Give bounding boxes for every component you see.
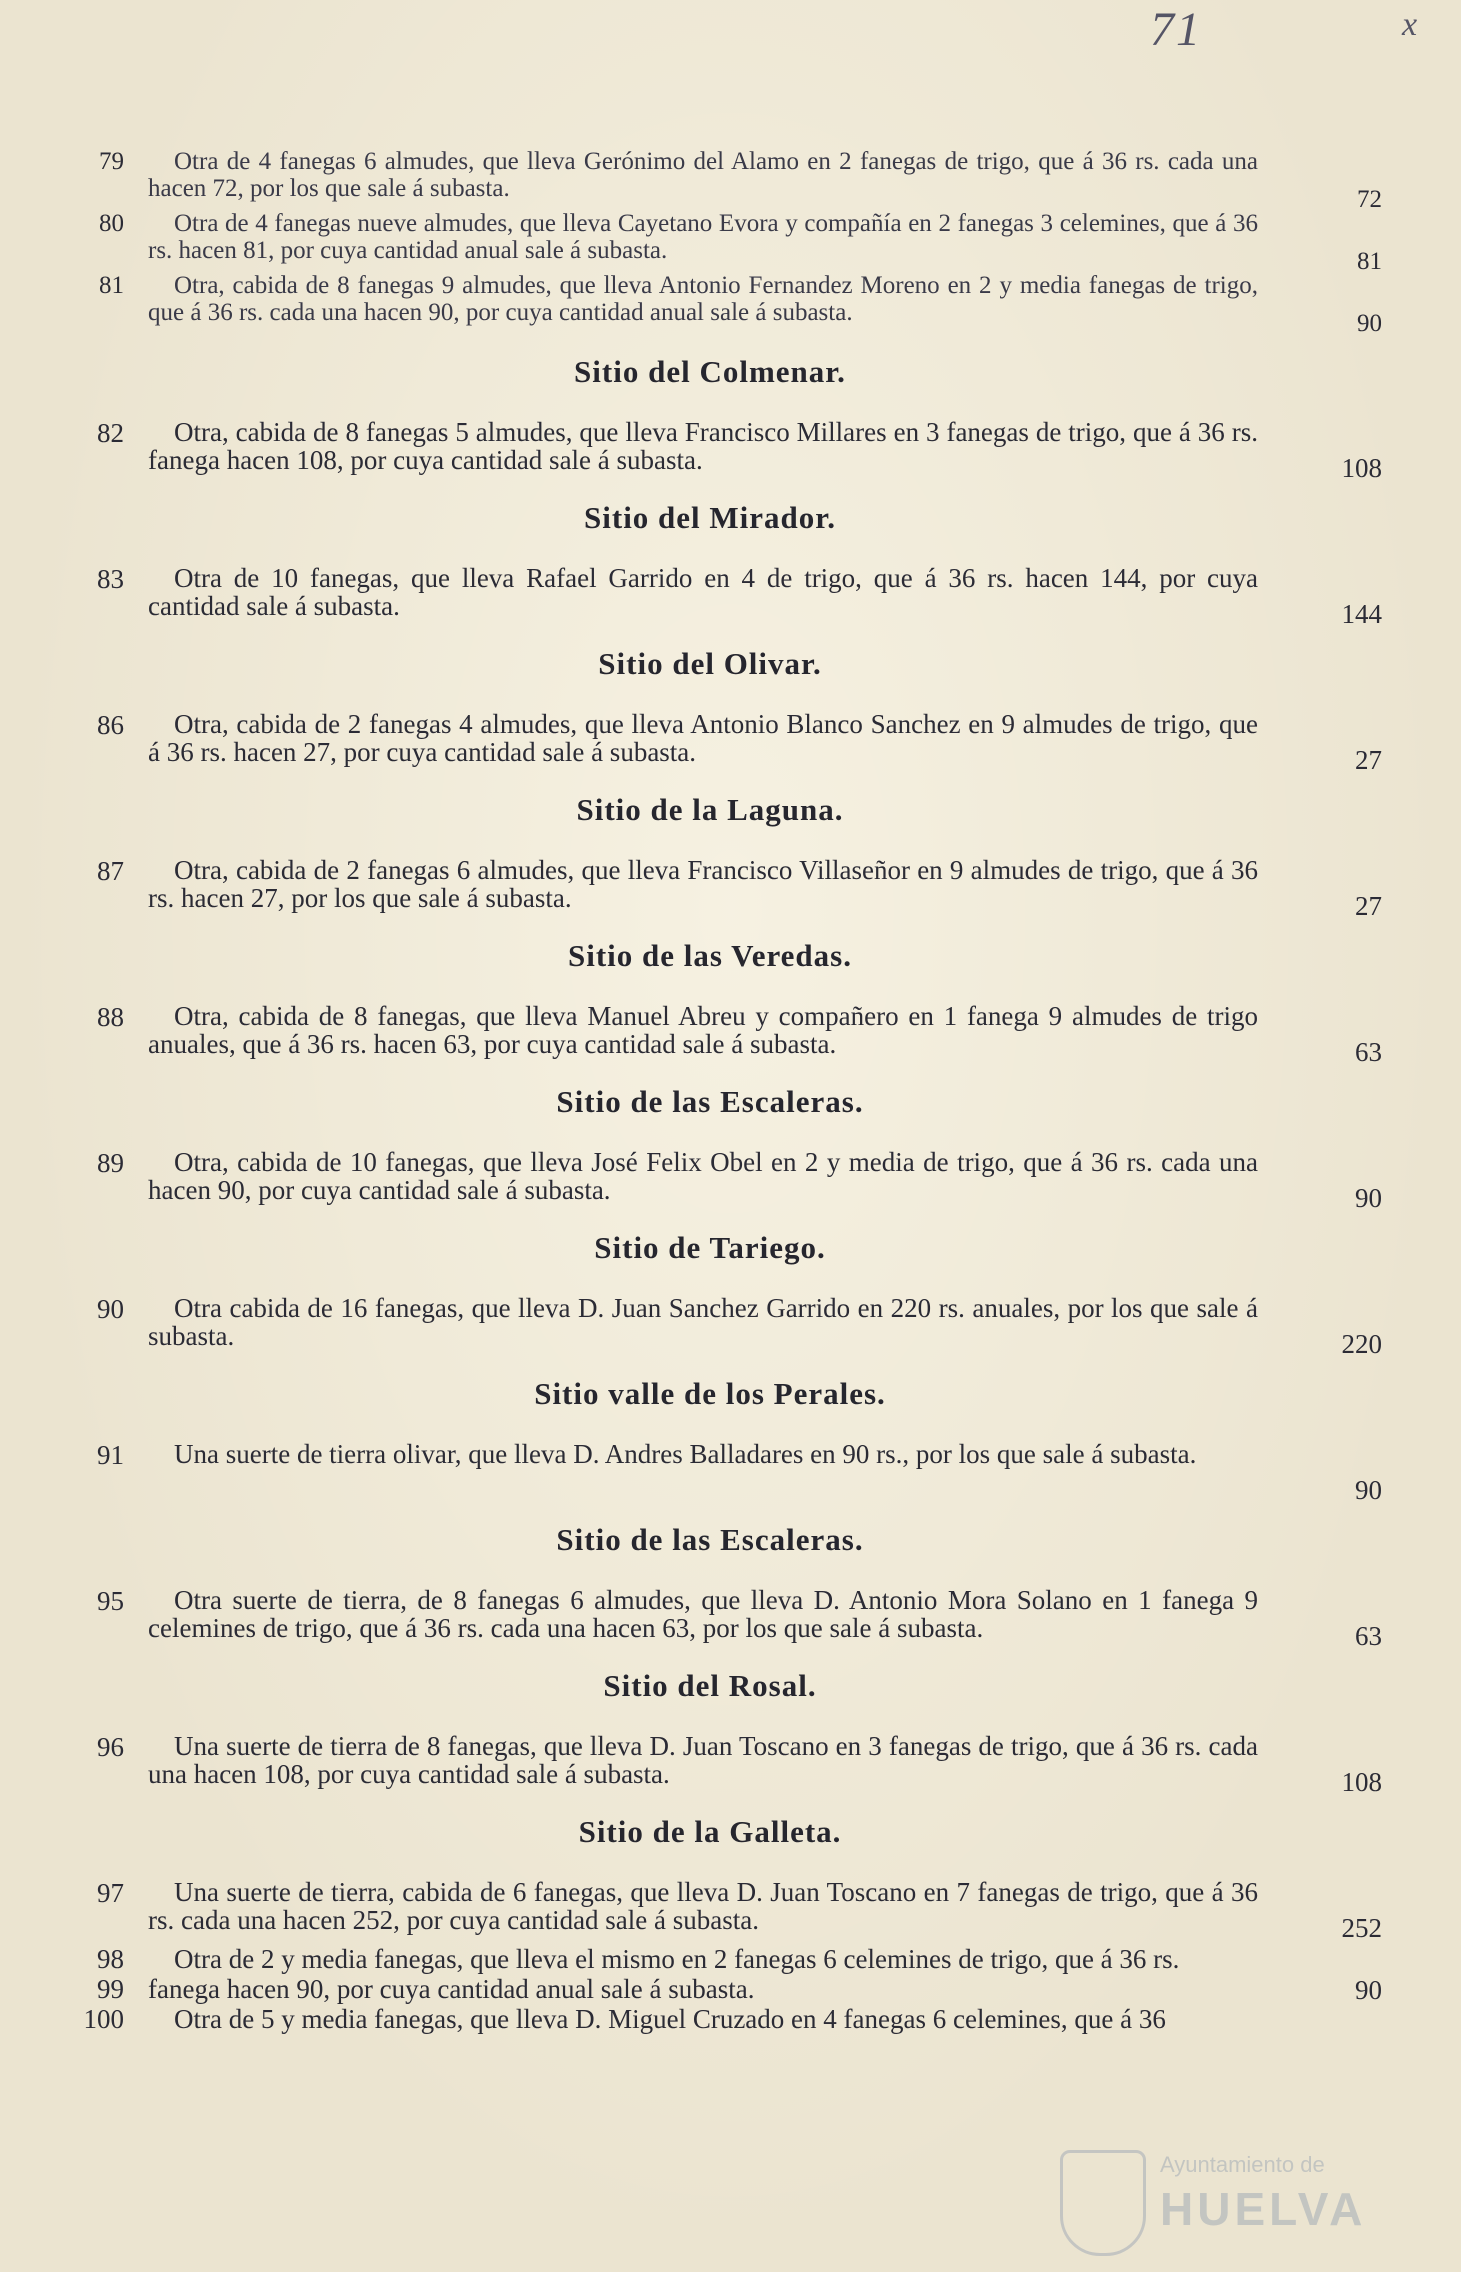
entry-text: Otra, cabida de 2 fanegas 4 almudes, que lleva Antonio Blanco Sanchez en 9 almudes de trigo, que á 36 rs. hacen 27, por cuya cantidad sale á subasta. [148, 709, 1258, 767]
entry-86 [60, 709, 1382, 775]
section-title: Sitio de las Escaleras. [556, 1522, 864, 1557]
entry-number: 86 [97, 710, 124, 740]
section-veredas [60, 938, 1382, 1067]
entry-amount: 108 [1341, 453, 1382, 483]
watermark-line: Ayuntamiento de [1160, 2152, 1325, 2177]
section-title: Sitio del Colmenar. [574, 354, 846, 389]
entry-line: Otra de 2 y media fanegas, que lleva el mismo en 2 fanegas 6 celemines de trigo, que á 36 rs. [174, 1944, 1180, 1974]
section-title: Sitio de la Laguna. [576, 792, 844, 827]
entry-amount: 81 [1357, 248, 1382, 275]
section-title: Sitio de la Galleta. [578, 1814, 842, 1849]
entry-amount: 63 [1355, 1621, 1382, 1651]
section-title: Sitio del Olivar. [598, 646, 822, 681]
section-colmenar [60, 354, 1382, 483]
entry-amount: 252 [1341, 1913, 1382, 1943]
entry-amount: 90 [1355, 1475, 1382, 1505]
section-escaleras-2 [60, 1522, 1382, 1651]
entry-number: 95 [97, 1586, 124, 1616]
section-tariego [60, 1230, 1382, 1359]
entry-88 [60, 1001, 1382, 1067]
section-perales [60, 1376, 1382, 1505]
entry-81 [60, 272, 1382, 337]
section-title: Sitio de Tariego. [594, 1230, 826, 1265]
entry-text [148, 1944, 1258, 2034]
entry-text: Otra, cabida de 8 fanegas 5 almudes, que lleva Francisco Millares en 3 fanegas de trigo, que á 36 rs. fanega hacen 108, por cuya cantidad sale á subasta. [148, 417, 1258, 475]
entry-text: Otra, cabida de 8 fanegas, que lleva Manuel Abreu y compañero en 1 fanega 9 almudes de trigo anuales, que á 36 rs. hacen 63, por cuya cantidad sale á subasta. [148, 1001, 1258, 1059]
entry-number: 82 [97, 418, 124, 448]
entry-number: 81 [99, 272, 124, 299]
entry-amount: 63 [1355, 1037, 1382, 1067]
entry-number: 88 [97, 1002, 124, 1032]
entry-98-100 [60, 1944, 1382, 2036]
entry-number: 79 [99, 148, 124, 175]
entry-number: 99 [97, 1974, 124, 2004]
watermark-line: HUELVA [1160, 2183, 1367, 2235]
entry-text: Otra de 4 fanegas nueve almudes, que lleva Cayetano Evora y compañía en 2 fanegas 3 celemines, que á 36 rs. hacen 81, por cuya cantidad anual sale á subasta. [148, 210, 1258, 264]
section-galleta [60, 1814, 1382, 2036]
entry-text: Una suerte de tierra de 8 fanegas, que lleva D. Juan Toscano en 3 fanegas de trigo, que á 36 rs. cada una hacen 108, por cuya cantidad sale á subasta. [148, 1731, 1258, 1789]
shield-icon [1060, 2150, 1146, 2256]
entry-text: Una suerte de tierra, cabida de 6 fanegas, que lleva D. Juan Toscano en 7 fanegas de trigo, que á 36 rs. cada una hacen 252, por cuya cantidad sale á subasta. [148, 1877, 1258, 1935]
entry-amount: 72 [1357, 186, 1382, 213]
entry-83 [60, 563, 1382, 629]
entry-text: Otra, cabida de 2 fanegas 6 almudes, que lleva Francisco Villaseñor en 9 almudes de trigo, que á 36 rs. hacen 27, por los que sale á subasta. [148, 855, 1258, 913]
entry-96 [60, 1731, 1382, 1797]
section-title: Sitio de las Veredas. [568, 938, 852, 973]
entry-amount: 220 [1341, 1329, 1382, 1359]
section-title: Sitio de las Escaleras. [556, 1084, 864, 1119]
entry-number: 98 [97, 1944, 124, 1974]
section-olivar [60, 646, 1382, 775]
entry-text: Otra cabida de 16 fanegas, que lleva D. Juan Sanchez Garrido en 220 rs. anuales, por los que sale á subasta. [148, 1293, 1258, 1351]
section-title: Sitio del Rosal. [603, 1668, 817, 1703]
entry-number: 90 [97, 1294, 124, 1324]
entry-91 [60, 1439, 1382, 1505]
entry-amount: 144 [1341, 599, 1382, 629]
entry-amount: 27 [1355, 745, 1382, 775]
entry-90 [60, 1293, 1382, 1359]
folio-number: 71 [1150, 3, 1202, 56]
entry-79 [60, 148, 1382, 213]
watermark-stamp [1060, 2140, 1390, 2260]
entry-number: 96 [97, 1732, 124, 1762]
entry-line: fanega hacen 90, por cuya cantidad anual sale á subasta. [148, 1974, 755, 2004]
entry-number: 80 [99, 210, 124, 237]
entry-text: Una suerte de tierra olivar, que lleva D. Andres Balladares en 90 rs., por los que sale á subasta. [174, 1439, 1197, 1469]
entry-amount: 90 [1355, 1975, 1382, 2005]
entry-text: Otra, cabida de 8 fanegas 9 almudes, que lleva Antonio Fernandez Moreno en 2 y media fanegas de trigo, que á 36 rs. cada una hacen 90, por cuya cantidad anual sale á subasta. [148, 272, 1258, 326]
section-title: Sitio valle de los Perales. [534, 1376, 886, 1411]
entry-number: 97 [97, 1878, 124, 1908]
document-body [60, 148, 1382, 2036]
section-mirador [60, 500, 1382, 629]
entry-95 [60, 1585, 1382, 1651]
section-rosal [60, 1668, 1382, 1797]
entry-89 [60, 1147, 1382, 1213]
section-title: Sitio del Mirador. [584, 500, 836, 535]
entry-text: Otra de 10 fanegas, que lleva Rafael Garrido en 4 de trigo, que á 36 rs. hacen 144, por cuya cantidad sale á subasta. [148, 563, 1258, 621]
entry-number: 100 [83, 2004, 124, 2034]
section-untitled [60, 148, 1382, 337]
entry-amount: 27 [1355, 891, 1382, 921]
entry-amount: 108 [1341, 1767, 1382, 1797]
entry-number: 87 [97, 856, 124, 886]
entry-number: 83 [97, 564, 124, 594]
entry-amount: 90 [1357, 310, 1382, 337]
section-laguna [60, 792, 1382, 921]
entry-text: Otra de 4 fanegas 6 almudes, que lleva Gerónimo del Alamo en 2 fanegas de trigo, que á 36 rs. cada una hacen 72, por los que sale á subasta. [148, 148, 1258, 202]
entry-82 [60, 417, 1382, 483]
entry-87 [60, 855, 1382, 921]
entry-number: 91 [97, 1440, 124, 1470]
entry-80 [60, 210, 1382, 275]
entry-numbers [60, 1944, 124, 2034]
entry-text: Otra, cabida de 10 fanegas, que lleva José Felix Obel en 2 y media de trigo, que á 36 rs. cada una hacen 90, por cuya cantidad sale á subasta. [148, 1147, 1258, 1205]
entry-text: Otra suerte de tierra, de 8 fanegas 6 almudes, que lleva D. Antonio Mora Solano en 1 fanega 9 celemines de trigo, que á 36 rs. cada una hacen 63, por los que sale á subasta. [148, 1585, 1258, 1643]
section-escaleras [60, 1084, 1382, 1213]
entry-97 [60, 1877, 1382, 1943]
corner-mark: x [1402, 6, 1418, 43]
entry-amount: 90 [1355, 1183, 1382, 1213]
entry-line: Otra de 5 y media fanegas, que lleva D. Miguel Cruzado en 4 fanegas 6 celemines, que á 36 [174, 2004, 1166, 2034]
entry-number: 89 [97, 1148, 124, 1178]
